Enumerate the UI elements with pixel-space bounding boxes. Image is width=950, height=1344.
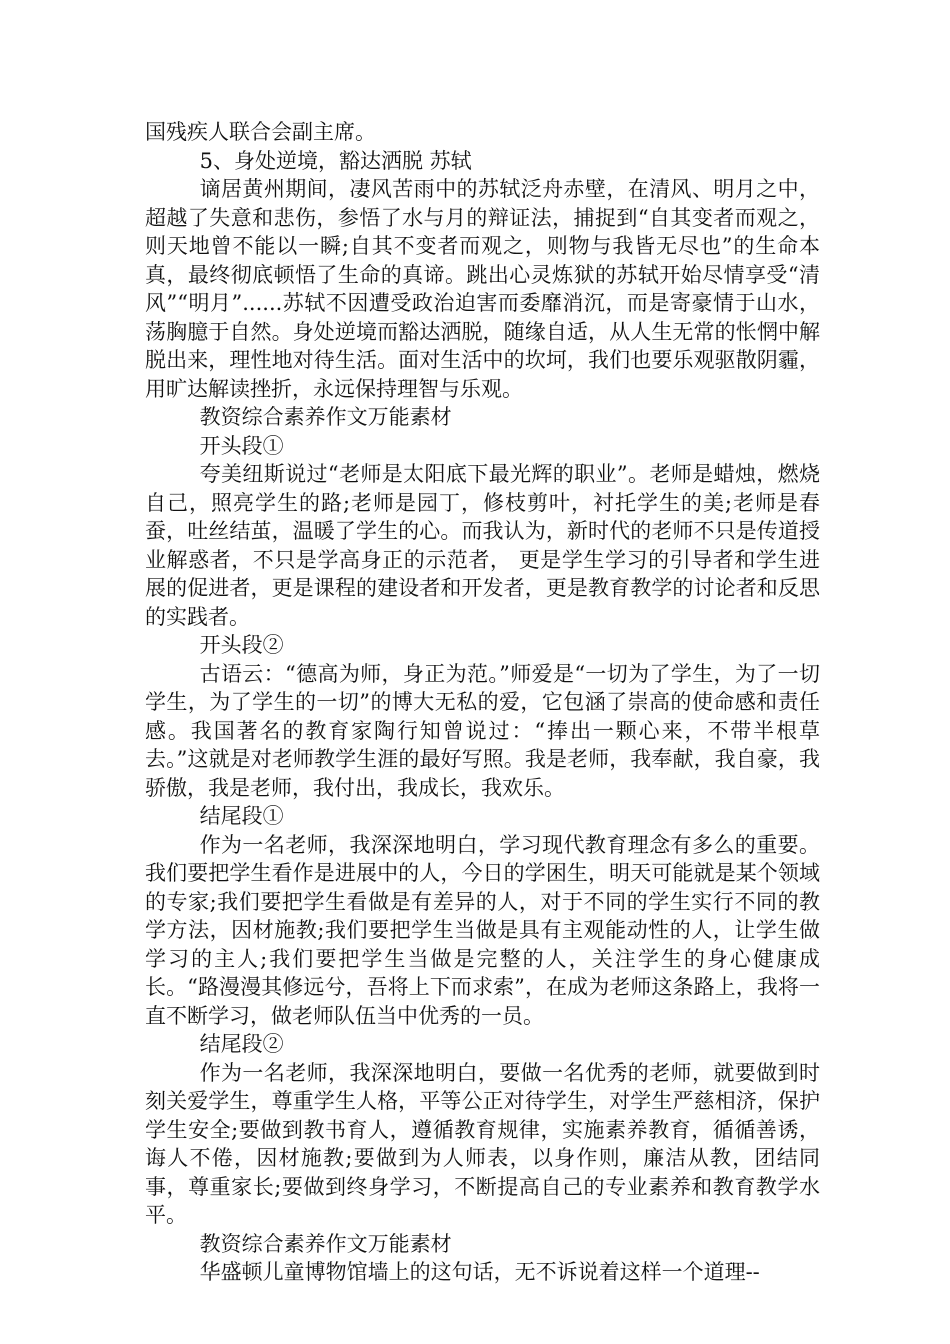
section-heading-opening-1: 开头段① — [199, 433, 284, 458]
section-heading-materials: 教资综合素养作文万能素材 — [199, 405, 452, 429]
document-body — [145, 118, 820, 1287]
paragraph-continuation: 国残疾人联合会副主席。 — [145, 120, 376, 144]
paragraph-sushi: 谪居黄州期间，凄风苦雨中的苏轼泛舟赤壁，在清风、明月之中，超越了失意和悲伤，参悟了水与月的辩证法，捕捉到“自其变者而观之，则天地曾不能以一瞬;自其不变者而观之，则物与我皆无尽也”的生命本真，最终彻底顿悟了生命的真谛。跳出心灵炼狱的苏轼开始尽情享受“清风”“明月”......苏轼不因遭受政治迫害而委靡消沉，而是寄豪情于山水，荡胸臆于自然。身处逆境而豁达洒脱，随缘自适，从人生无常的怅惘中解脱出来，理性地对待生活。面对生活中的坎坷，我们也要乐观驱散阴霾，用旷达解读挫折，永远保持理智与乐观。 — [145, 177, 820, 401]
paragraph-opening-1: 夸美纽斯说过“老师是太阳底下最光辉的职业”。老师是蜡烛，燃烧自己，照亮学生的路;老师是园丁，修枝剪叶，衬托学生的美;老师是春蚕，吐丝结茧，温暖了学生的心。而我认为，新时代的老师不只是传道授业解惑者，不只是学高身正的示范者， 更是学生学习的引导者和学生进展的促进者，更是课程的建设者和开发者，更是教育教学的讨论者和反思的实践者。 — [145, 462, 820, 629]
paragraph-ending-2: 作为一名老师，我深深地明白，要做一名优秀的老师，就要做到时刻关爱学生，尊重学生人格，平等公正对待学生，对学生严慈相济，保护学生安全;要做到教书育人，遵循教育规律，实施素养教育，循循善诱，诲人不倦，因材施教;要做到为人师表，以身作则，廉洁从教，团结同事，尊重家长;要做到终身学习，不断提高自己的专业素养和教育教学水平。 — [145, 1060, 820, 1227]
section-heading-ending-1: 结尾段① — [199, 804, 284, 828]
section-heading-opening-2: 开头段② — [199, 633, 284, 657]
paragraph-opening-2: 古语云：“德高为师，身正为范。”师爱是“一切为了学生，为了一切学生，为了学生的一切”的博大无私的爱，它包涵了崇高的使命感和责任感。我国著名的教育家陶行知曾说过：“捧出一颗心来，不带半根草去。”这就是对老师教学生涯的最好写照。我是老师，我奉献，我自豪，我骄傲，我是老师，我付出，我成长，我欢乐。 — [145, 661, 820, 800]
paragraph-ending-1: 作为一名老师，我深深地明白，学习现代教育理念有多么的重要。我们要把学生看作是进展中的人，今日的学困生，明天可能就是某个领域的专家;我们要把学生看做是有差异的人，对于不同的学生实行不同的教学方法，因材施教;我们要把学生当做是具有主观能动性的人，让学生做学习的主人;我们要把学生当做是完整的人，关注学生的身心健康成长。“路漫漫其修远兮，吾将上下而求索”，在成为老师这条路上，我将一直不断学习，做老师队伍当中优秀的一员。 — [145, 832, 820, 1028]
paragraph-washington: 华盛顿儿童博物馆墙上的这句话，无不诉说着这样一个道理-- — [199, 1260, 760, 1284]
section-heading-ending-2: 结尾段② — [199, 1032, 284, 1056]
section-heading-materials-2: 教资综合素养作文万能素材 — [199, 1231, 452, 1256]
section-heading-sushi: 5、身处逆境，豁达洒脱 苏轼 — [199, 148, 472, 173]
